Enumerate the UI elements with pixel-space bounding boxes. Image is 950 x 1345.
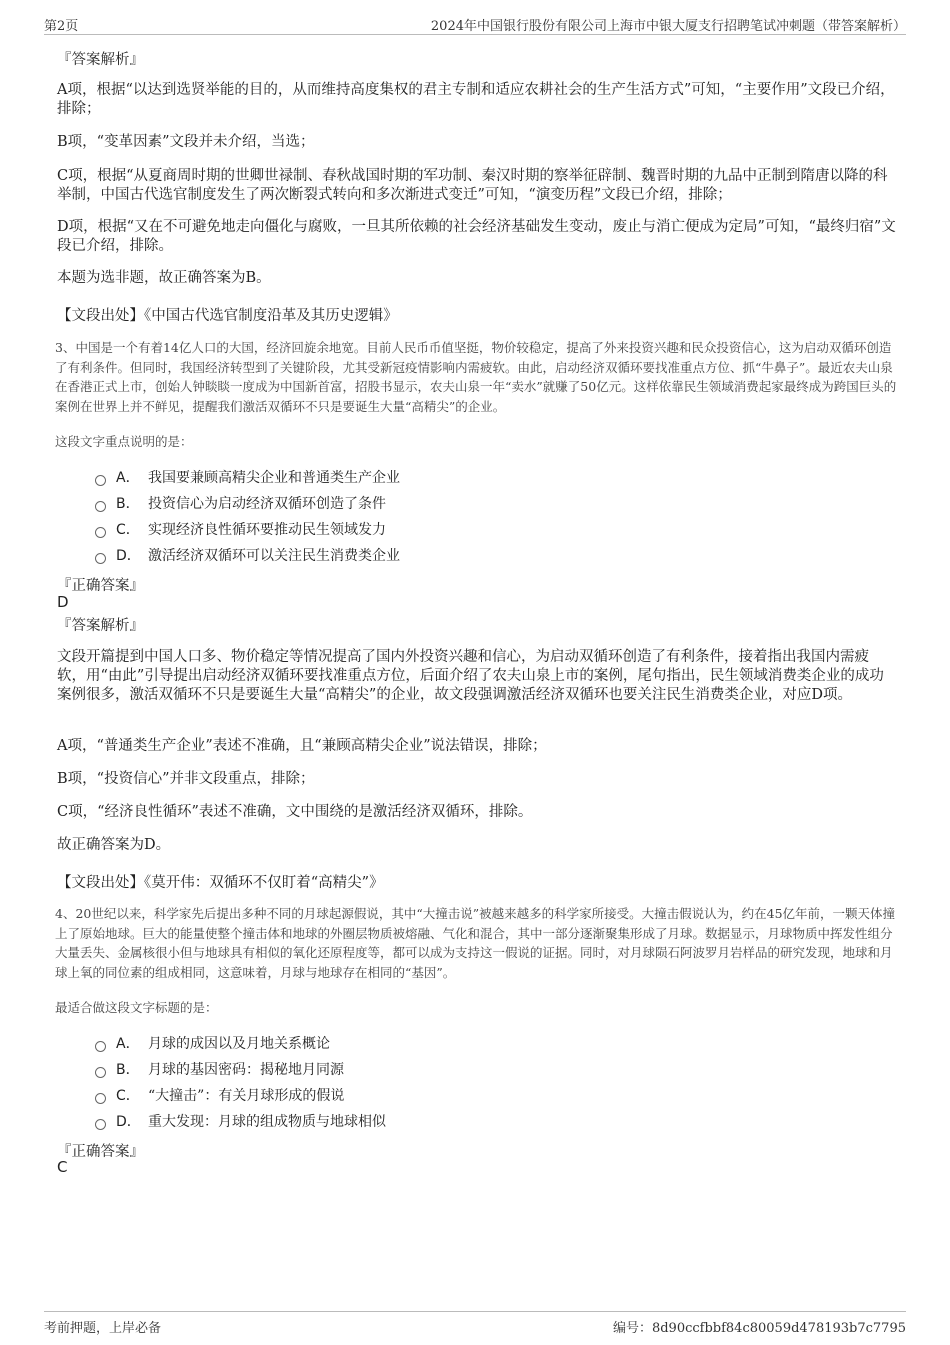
- question-4-text: 4、20世纪以来，科学家先后提出多种不同的月球起源假说，其中“大撞击说”被越来越多的科学家所接受。大撞击假说认为，约在45亿年前，一颗天体撞上了原始地球。巨大的能量使整个撞击体和地球的外圈层物质被熔融、气化和混合，其中一部分逐渐聚集形成了月球。数据显示，月球物质中挥发性组分大量丢失、金属核很小但与地球具有相似的氧化还原程度等，都可以成为支持这一假说的证据。同时，对月球陨石阿波罗月岩样品的研究发现，地球和月球上氧的同位素的组成相同，这意味着，月球与地球存在相同的“基因”。: [55, 906, 896, 980]
- q3-option-d[interactable]: [95, 544, 400, 566]
- question-4-prompt: 最适合做这段文字标题的是：: [55, 1000, 218, 1015]
- page-number: 第2页: [44, 19, 79, 34]
- option-letter: B．: [116, 496, 140, 512]
- option-letter: B．: [116, 1062, 140, 1078]
- radio-icon[interactable]: [95, 1041, 106, 1052]
- question-3-prompt: 这段文字重点说明的是：: [55, 434, 193, 449]
- q4-option-b[interactable]: [95, 1058, 344, 1080]
- radio-icon[interactable]: [95, 1119, 106, 1130]
- correct-answer-label: 『正确答案』: [57, 1144, 144, 1160]
- q3-option-b[interactable]: [95, 492, 386, 514]
- radio-icon[interactable]: [95, 501, 106, 512]
- option-text: 重大发现：月球的组成物质与地球相似: [148, 1114, 386, 1130]
- option-letter: C．: [116, 522, 140, 538]
- option-letter: D．: [116, 548, 141, 564]
- correct-answer-label: 『正确答案』: [57, 578, 144, 594]
- analysis-option-a: A项，根据“以达到选贤举能的目的，从而维持高度集权的君主专制和适应农耕社会的生产生活方式”可知，“主要作用”文段已介绍，排除；: [57, 82, 895, 117]
- option-text: 激活经济双循环可以关注民生消费类企业: [148, 548, 400, 564]
- option-text: 月球的成因以及月地关系概论: [148, 1036, 330, 1052]
- analysis-option-b: B项，“投资信心”并非文段重点，排除；: [57, 771, 315, 787]
- option-letter: A．: [116, 470, 140, 486]
- analysis-conclusion: 本题为选非题，故正确答案为B。: [57, 270, 271, 286]
- option-letter: A．: [116, 1036, 140, 1052]
- q4-option-d[interactable]: [95, 1110, 386, 1132]
- analysis-option-c: C项，根据“从夏商周时期的世卿世禄制、春秋战国时期的军功制、秦汉时期的察举征辟制、魏晋时期的九品中正制到隋唐以降的科举制，中国古代选官制度发生了两次断裂式转向和多次渐进式变迁”可知，“演变历程”文段已介绍，排除；: [57, 168, 888, 203]
- analysis-option-c: C项，“经济良性循环”表述不准确，文中围绕的是激活经济双循环，排除。: [57, 804, 533, 820]
- q4-option-a[interactable]: [95, 1032, 330, 1054]
- option-text: 月球的基因密码：揭秘地月同源: [148, 1062, 344, 1078]
- option-text: “大撞击”：有关月球形成的假说: [148, 1088, 345, 1104]
- option-letter: D．: [116, 1114, 141, 1130]
- option-text: 投资信心为启动经济双循环创造了条件: [148, 496, 386, 512]
- document-title: 2024年中国银行股份有限公司上海市中银大厦支行招聘笔试冲刺题（带答案解析）: [430, 19, 906, 34]
- q3-option-c[interactable]: [95, 518, 386, 540]
- q4-option-c[interactable]: [95, 1084, 344, 1106]
- radio-icon[interactable]: [95, 475, 106, 486]
- analysis-option-a: A项，“普通类生产企业”表述不准确，且“兼顾高精尖企业”说法错误，排除；: [57, 738, 547, 754]
- source-citation: 【文段出处】《中国古代选官制度沿革及其历史逻辑》: [57, 308, 398, 324]
- analysis-option-b: B项，“变革因素”文段并未介绍，当选；: [57, 134, 315, 150]
- option-text: 实现经济良性循环要推动民生领域发力: [148, 522, 386, 538]
- analysis-conclusion: 故正确答案为D。: [57, 837, 171, 853]
- correct-answer-value: C: [57, 1158, 68, 1176]
- correct-answer-value: D: [57, 593, 69, 611]
- analysis-option-d: D项，根据“又在不可避免地走向僵化与腐败，一旦其所依赖的社会经济基础发生变动，废止与消亡便成为定局”可知，“最终归宿”文段已介绍，排除。: [57, 219, 896, 254]
- analysis-label: 『答案解析』: [57, 52, 144, 68]
- footer-slogan: 考前押题，上岸必备: [44, 1321, 162, 1336]
- radio-icon[interactable]: [95, 553, 106, 564]
- option-text: 我国要兼顾高精尖企业和普通类生产企业: [148, 470, 400, 486]
- radio-icon[interactable]: [95, 527, 106, 538]
- document-id: 编号：8d90ccfbbf84c80059d478193b7c7795: [612, 1321, 906, 1336]
- analysis-body: 文段开篇提到中国人口多、物价稳定等情况提高了国内外投资兴趣和信心，为启动双循环创造了有利条件，接着指出我国内需疲软，用“由此”引导提出启动经济双循环要找准重点方位，后面介绍了农夫山泉上市的案例，尾句指出，民生领域消费类企业的成功案例很多，激活双循环不只是要诞生大量“高精尖”的企业，故文段强调激活经济双循环也要关注民生消费类企业，对应D项。: [57, 649, 884, 703]
- radio-icon[interactable]: [95, 1093, 106, 1104]
- option-letter: C．: [116, 1088, 140, 1104]
- radio-icon[interactable]: [95, 1067, 106, 1078]
- page-header: [44, 12, 906, 35]
- source-citation: 【文段出处】《莫开伟：双循环不仅盯着“高精尖”》: [57, 875, 384, 891]
- question-3-text: 3、中国是一个有着14亿人口的大国，经济回旋余地宽。目前人民币币值坚挺，物价较稳定，提高了外来投资兴趣和民众投资信心，这为启动双循环创造了有利条件。但同时，我国经济转型到了关键阶段，尤其受新冠疫情影响内需疲软。由此，启动经济双循环要找准重点方位、抓“牛鼻子”。最近农夫山泉在香港正式上市，创始人钟睒睒一度成为中国新首富，招股书显示，农夫山泉一年“卖水”就赚了50亿元。这样依靠民生领域消费起家最终成为跨国巨头的案例在世界上并不鲜见，提醒我们激活双循环不只是要诞生大量“高精尖”的企业。: [55, 340, 897, 414]
- q3-option-a[interactable]: [95, 466, 400, 488]
- analysis-label: 『答案解析』: [57, 618, 144, 634]
- page-footer: [44, 1311, 906, 1338]
